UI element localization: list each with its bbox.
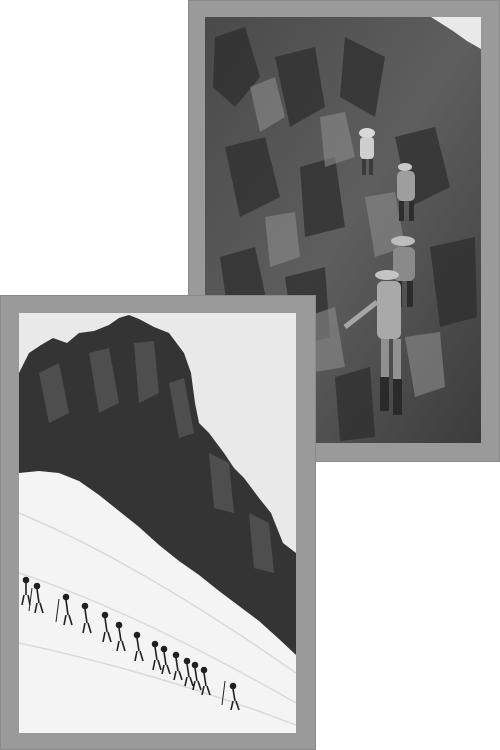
snowfield-photo (19, 313, 296, 733)
